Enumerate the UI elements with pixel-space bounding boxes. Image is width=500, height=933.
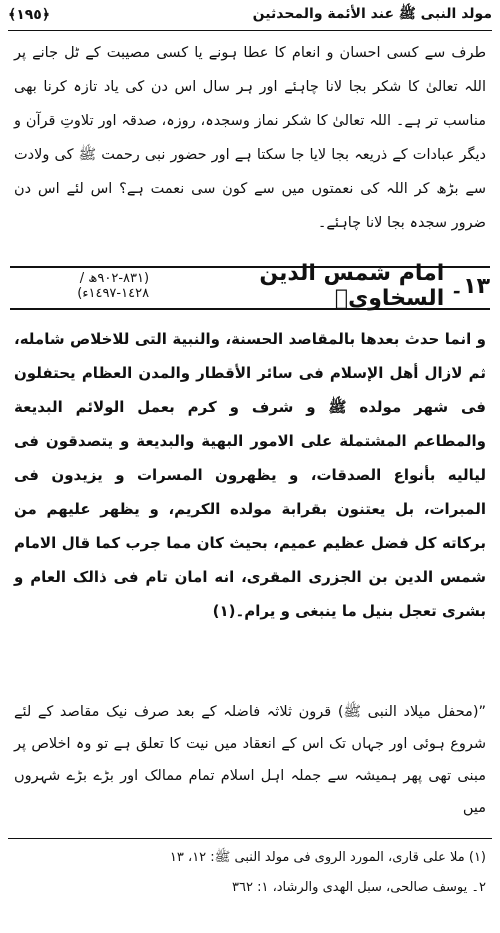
footnotes [14, 843, 486, 903]
section-number: ١٣۔ [450, 273, 490, 299]
footnote-rule [8, 838, 492, 839]
page-header [8, 4, 492, 26]
section-title: امام شمس الدین السخاویؒ [259, 261, 445, 311]
footnote-2: ٢۔ یوسف صالحی، سبل الهدی والرشاد، ١: ٣٦٢ [231, 880, 486, 895]
header-rule [8, 30, 492, 31]
section-heading [10, 261, 490, 311]
section-dates: (٨٣١-٩٠٢ھ / ١٤٢٨-١٤٩٧ء) [77, 271, 150, 301]
page-number: ﴿١٩٥﴾ [8, 7, 51, 23]
running-title: مولد النبی ﷺ عند الأئمة والمحدثین [252, 6, 492, 22]
arabic-quote: و انما حدث بعدها بالمقاصد الحسنة، والنبية التی للاخلاص شامله، ثم لازال أهل الإسلام فی سائر الأقطار والمدن العظام یحتفلون فی شهر مولده ﷺ و شرف و کرم بعمل الولائم البدیعة والمطاعم المشتملة علی الامور البهیة والبدیعة و یتصدقون فی لیالیه بأنواع الصدقات، و یظهرون المسرات و یزیدون فی المبرات، بل یعتنون بقرابة مولده الکریم، و یظهر علیهم من برکاته کل فضل عظیم عمیم، بحیث کان مما جرب کما قال الامام شمس الدین بن الجزری المقری، انه امان تام فی ذالک العام و بشری تعجل بنیل ما ینبغی و یرام۔(١) [14, 330, 486, 620]
urdu-translation: ”(محفل میلاد النبی ﷺ) قرون ثلاثہ فاضلہ کے بعد صرف نیک مقاصد کے لئے شروع ہوئی اور جہاں تک اس کے انعقاد میں نیت کا تعلق ہے تو وہ اخلاص پر مبنی تھی پھر ہمیشہ سے جملہ اہل اسلام تمام ممالک اور بڑے بڑے شہروں میں [14, 704, 486, 816]
footnote-1: (١) ملا علی قاری، المورد الروی فی مولد النبی ﷺ: ١٢، ١٣ [169, 850, 486, 865]
intro-paragraph: طرف سے کسی احسان و انعام کا عطا ہونے یا کسی مصیبت کے ٹل جانے پر اللہ تعالیٰ کا شکر بجا لانا چاہئے اور ہر سال اس دن کی یاد تازہ کرنا بھی مناسب تر ہے۔ اللہ تعالیٰ کا شکر نماز وسجدہ، روزہ، صدقہ اور تلاوتِ قرآن و دیگر عبادات کے ذریعہ بجا لایا جا سکتا ہے اور حضور نبی رحمت ﷺ کی ولادت سے بڑھ کر اللہ کی نعمتوں میں سے کون سی نعمت ہے؟ اس لئے اس دن ضرور سجدہ بجا لانا چاہئے۔ [14, 45, 486, 231]
